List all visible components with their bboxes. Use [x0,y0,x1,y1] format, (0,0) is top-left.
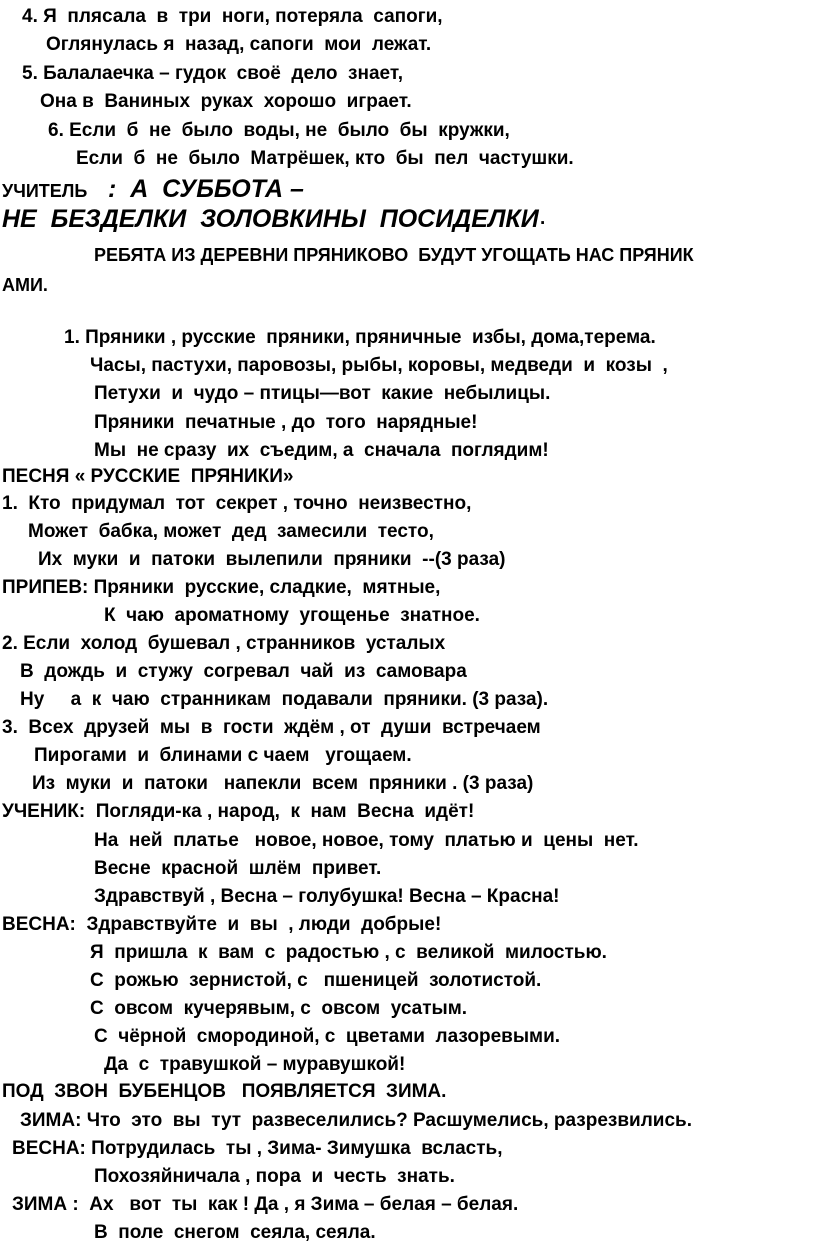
text-line: Ну а к чаю странникам подавали пряники. (3 раза). [20,689,549,710]
text-line: К чаю ароматному угощенье знатное. [104,605,480,626]
text-line: УЧЕНИК: Погляди-ка , народ, к нам Весна идёт! [2,801,475,822]
text-line: Пирогами и блинами с чаем угощаем. [34,745,412,766]
text-line: В дождь и стужу согревал чай из самовара [20,661,467,682]
text-line: ВЕСНА: Здравствуйте и вы , люди добрые! [2,914,442,935]
text-line: Весне красной шлём привет. [94,858,382,879]
speaker-label: УЧИТЕЛЬ [2,181,88,201]
text-line: Здравствуй , Весна – голубушка! Весна – Красна! [94,886,560,907]
heading-line: : А СУББОТА – [108,175,304,203]
text-line: 1. Кто придумал тот секрет , точно неизвестно, [2,493,472,514]
song-title: ПЕСНЯ « РУССКИЕ ПРЯНИКИ» [2,466,294,487]
text-line: 6. Если б не было воды, не было бы кружки, [48,120,510,141]
text-line: На ней платье новое, новое, тому платью и цены нет. [94,830,639,851]
text-line: ПРИПЕВ: Пряники русские, сладкие, мятные, [2,577,441,598]
text-line: АМИ. [2,275,48,295]
heading-line: НЕ БЕЗДЕЛКИ ЗОЛОВКИНЫ ПОСИДЕЛКИ [2,205,539,233]
text-line: Их муки и патоки вылепили пряники --(3 раза) [38,549,506,570]
text-line: ЗИМА: Что это вы тут развеселились? Расшумелись, разрезвились. [20,1110,692,1131]
text-line: ВЕСНА: Потрудилась ты , Зима- Зимушка всласть, [12,1138,503,1159]
text-line: 4. Я плясала в три ноги, потеряла сапоги, [22,6,443,27]
text-line: Часы, пастухи, паровозы, рыбы, коровы, медведи и козы , [90,355,668,376]
text-line: РЕБЯТА ИЗ ДЕРЕВНИ ПРЯНИКОВО БУДУТ УГОЩАТЬ НАС ПРЯНИК [94,245,694,265]
text-line: Пряники печатные , до того нарядные! [94,412,478,433]
text-line: Из муки и патоки напекли всем пряники . (3 раза) [32,773,534,794]
text-line: Оглянулась я назад, сапоги мои лежат. [46,34,432,55]
stage-direction: ПОД ЗВОН БУБЕНЦОВ ПОЯВЛЯЕТСЯ ЗИМА. [2,1081,447,1102]
text-line: С чёрной смородиной, с цветами лазоревыми. [94,1026,561,1047]
text-line: ЗИМА : Ах вот ты как ! Да , я Зима – белая – белая. [12,1194,519,1215]
text-line: Она в Ваниных руках хорошо играет. [40,91,412,112]
text-line: 3. Всех друзей мы в гости ждём , от души встречаем [2,717,541,738]
text-line: Похозяйничала , пора и честь знать. [94,1166,455,1187]
text-line: С овсом кучерявым, с овсом усатым. [90,998,468,1019]
text-line: С рожью зернистой, с пшеницей золотистой. [90,970,542,991]
text-line: 2. Если холод бушевал , странников усталых [2,633,446,654]
heading-period: . [540,208,546,229]
text-line: 1. Пряники , русские пряники, пряничные избы, дома,терема. [64,327,656,348]
text-line: Петухи и чудо – птицы—вот какие небылицы. [94,383,551,404]
text-line: Я пришла к вам с радостью , с великой милостью. [90,942,607,963]
text-line: Может бабка, может дед замесили тесто, [28,521,434,542]
text-line: Если б не было Матрёшек, кто бы пел частушки. [76,148,574,169]
text-line: Да с травушкой – муравушкой! [104,1054,406,1075]
text-line: 5. Балалаечка – гудок своё дело знает, [22,63,403,84]
text-line: В поле снегом сеяла, сеяла. [94,1222,376,1243]
text-line: Мы не сразу их съедим, а сначала поглядим! [94,440,549,461]
